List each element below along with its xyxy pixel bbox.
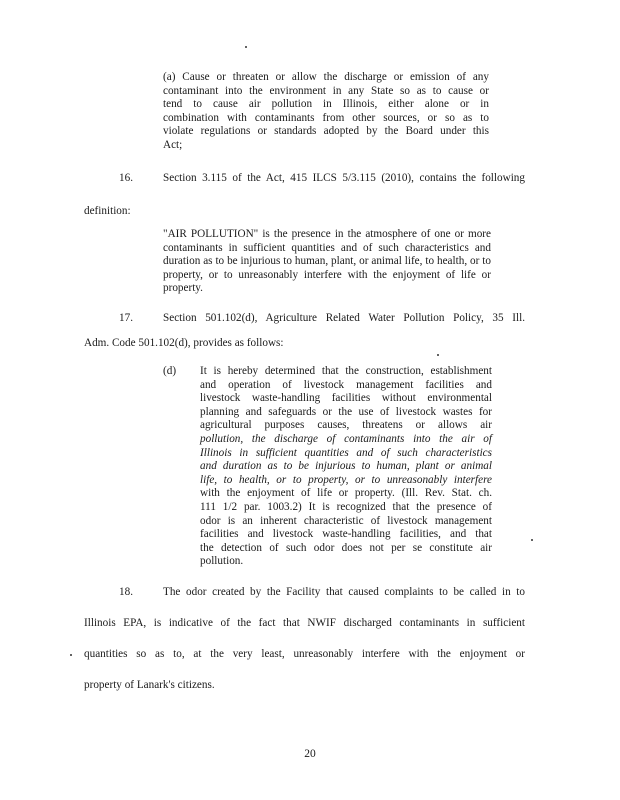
quote-d-line: and operation of livestock management facilities and	[200, 378, 492, 391]
quote-d-line: and duration as to be injurious to human, plant or animal	[200, 460, 492, 473]
para-17-line: Section 501.102(d), Agriculture Related Water Pollution Policy, 35 Ill.	[163, 312, 525, 324]
para-18-line: property of Lanark's citizens.	[84, 679, 215, 691]
para-18-line: quantities so as to, at the very least, unreasonably interfere with the enjoyment or	[84, 648, 525, 660]
para-16-line: Section 3.115 of the Act, 415 ILCS 5/3.115 (2010), contains the following	[163, 172, 525, 184]
quote-d-line: 111 1/2 par. 1003.2) It is recognized that the presence of	[200, 500, 492, 513]
quote-a-line: contaminant into the environment in any State so as to cause or	[163, 84, 489, 97]
scan-speck	[437, 354, 439, 356]
quote-d-label: (d)	[163, 365, 177, 377]
quote-d	[200, 365, 492, 569]
para-18-number: 18.	[119, 586, 133, 598]
para-17-line: Adm. Code 501.102(d), provides as follows:	[84, 337, 284, 349]
quote-a-line: Act;	[163, 138, 183, 151]
quote-d-line: life, to health, or to property, or to unreasonably interfere	[200, 473, 492, 486]
para-16-number: 16.	[119, 172, 133, 184]
para-18-line: Illinois EPA, is indicative of the fact that NWIF discharged contaminants in sufficient	[84, 617, 525, 629]
quote-air-line: property.	[163, 282, 203, 295]
para-18-line: The odor created by the Facility that caused complaints to be called in to	[163, 586, 525, 598]
quote-a-line: violate regulations or standards adopted by the Board under this	[163, 125, 489, 138]
quote-a-line: combination with contaminants from other sources, or so as to	[163, 111, 489, 124]
quote-air-line: property, or to unreasonably interfere with the enjoyment of life or	[163, 268, 491, 281]
quote-air-line: "AIR POLLUTION" is the presence in the atmosphere of one or more	[163, 228, 491, 240]
quote-air-pollution	[163, 228, 491, 296]
quote-d-line: facilities and livestock waste-handling facilities, and that	[200, 528, 492, 541]
quote-d-line	[200, 419, 492, 433]
scan-speck	[531, 539, 533, 541]
quote-a	[163, 71, 489, 153]
quote-a-line: (a) Cause or threaten or allow the discharge or emission of any	[163, 71, 489, 83]
quote-air-line: contaminants in sufficient quantities and of such characteristics and	[163, 241, 491, 254]
quote-d-line: pollution.	[200, 555, 244, 568]
quote-a-line: tend to cause air pollution in Illinois, either alone or in	[163, 98, 489, 111]
quote-d-line: It is hereby determined that the construction, establishment	[200, 365, 492, 377]
quote-d-line: Illinois in sufficient quantities and of such characteristics	[200, 446, 492, 459]
quote-d-line: the detection of such odor does not per se constitute air	[200, 541, 492, 554]
quote-d-line-text: agricultural purposes causes, threatens or allows air	[200, 419, 492, 432]
para-16-line: definition:	[84, 205, 131, 217]
para-17-number: 17.	[119, 312, 133, 324]
quote-d-line: odor is an inherent characteristic of livestock management	[200, 514, 492, 527]
quote-air-line: duration as to be injurious to human, plant, or animal life, to health, or to	[163, 255, 491, 268]
quote-d-line: livestock waste-handling facilities without environmental	[200, 392, 492, 405]
quote-d-line: planning and safeguards or the use of livestock wastes for	[200, 405, 492, 418]
page-number: 20	[304, 748, 316, 760]
quote-d-line: pollution, the discharge of contaminants into the air of	[200, 432, 492, 445]
scan-speck	[70, 654, 72, 656]
quote-d-line: with the enjoyment of life or property. (Ill. Rev. Stat. ch.	[200, 487, 492, 500]
scan-speck	[245, 46, 247, 48]
